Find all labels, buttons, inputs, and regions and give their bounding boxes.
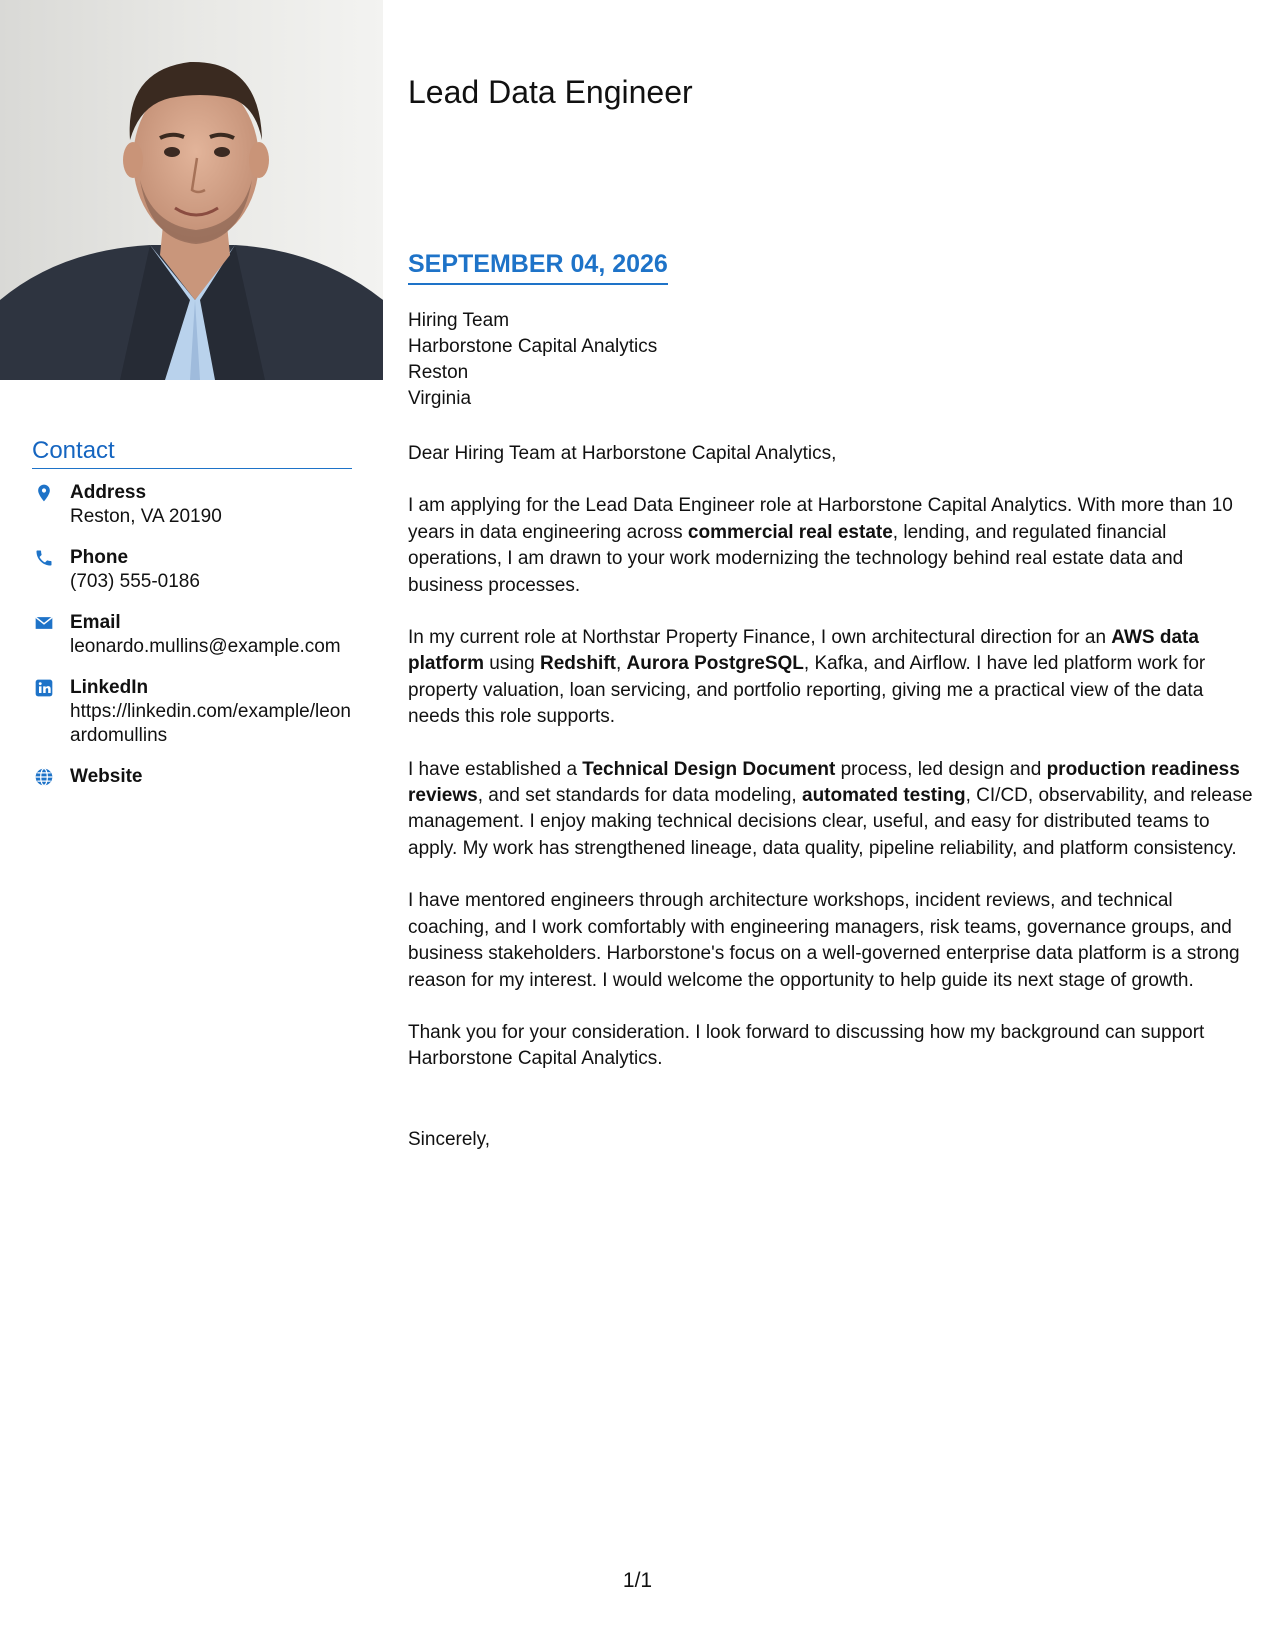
contact-label: Address: [70, 482, 147, 503]
paragraph-2: In my current role at Northstar Property Finance, I own architectural direction for an AWS data platform using Redshift, Aurora PostgreSQL, Kafka, and Airflow. I have led platform work for property valuation, loan servicing, and portfolio reporting, giving me a practical view of the data needs this role supports.: [408, 627, 1206, 728]
recipient-line: Hiring Team: [408, 310, 510, 331]
linkedin-icon: [34, 678, 54, 698]
envelope-icon: [34, 613, 54, 633]
paragraph-3: I have established a Technical Design Document process, led design and production readiness reviews, and set standards for data modeling, automated testing, CI/CD, observability, and release management. I enjoy making technical decisions clear, useful, and easy for distributed teams to apply. My work has strengthened lineage, data quality, pipeline reliability, and platform consistency.: [408, 758, 1253, 859]
recipient-line: Virginia: [408, 388, 472, 409]
recipient-address: [408, 308, 1248, 412]
contact-address: [32, 481, 352, 529]
recipient-line: Harborstone Capital Analytics: [408, 336, 658, 357]
contact-linkedin: [32, 676, 352, 748]
linkedin-link[interactable]: https://linkedin.com/example/leonardomullins: [70, 701, 351, 746]
profile-photo: [0, 0, 383, 380]
paragraph-4: I have mentored engineers through architecture workshops, incident reviews, and technical coaching, and I work comfortably with engineering managers, risk teams, governance groups, and business stakeholders. Harborstone's focus on a well-governed enterprise data platform is a strong reason for my interest. I would welcome the opportunity to help guide its next stage of growth.: [408, 890, 1240, 991]
closing: Sincerely,: [408, 1129, 491, 1150]
contact-value: Reston, VA 20190: [70, 506, 222, 527]
contact-heading: Contact: [32, 436, 352, 469]
map-pin-icon: [34, 483, 54, 503]
letter-date: SEPTEMBER 04, 2026: [408, 248, 668, 285]
contact-phone: [32, 546, 352, 594]
salutation: Dear Hiring Team at Harborstone Capital Analytics,: [408, 443, 837, 464]
paragraph-1: I am applying for the Lead Data Engineer role at Harborstone Capital Analytics. With more than 10 years in data engineering across commercial real estate, lending, and regulated financial operations, I am drawn to your work modernizing the technology behind real estate data and business processes.: [408, 495, 1233, 596]
page-title: Lead Data Engineer: [408, 74, 693, 110]
letter-body: [408, 441, 1253, 1099]
contact-label: Website: [70, 766, 143, 787]
contact-value: (703) 555-0186: [70, 571, 200, 592]
contact-website: [32, 765, 352, 789]
contact-sidebar: [32, 436, 352, 806]
contact-label: Email: [70, 612, 121, 633]
recipient-line: Reston: [408, 362, 469, 383]
paragraph-5: Thank you for your consideration. I look forward to discussing how my background can support Harborstone Capital Analytics.: [408, 1021, 1205, 1070]
page-number: 1/1: [622, 1569, 653, 1592]
contact-email: [32, 611, 352, 659]
phone-icon: [34, 548, 54, 568]
contact-label: Phone: [70, 547, 129, 568]
globe-icon: [34, 767, 54, 787]
contact-label: LinkedIn: [70, 677, 149, 698]
email-link[interactable]: leonardo.mullins@example.com: [70, 636, 341, 657]
